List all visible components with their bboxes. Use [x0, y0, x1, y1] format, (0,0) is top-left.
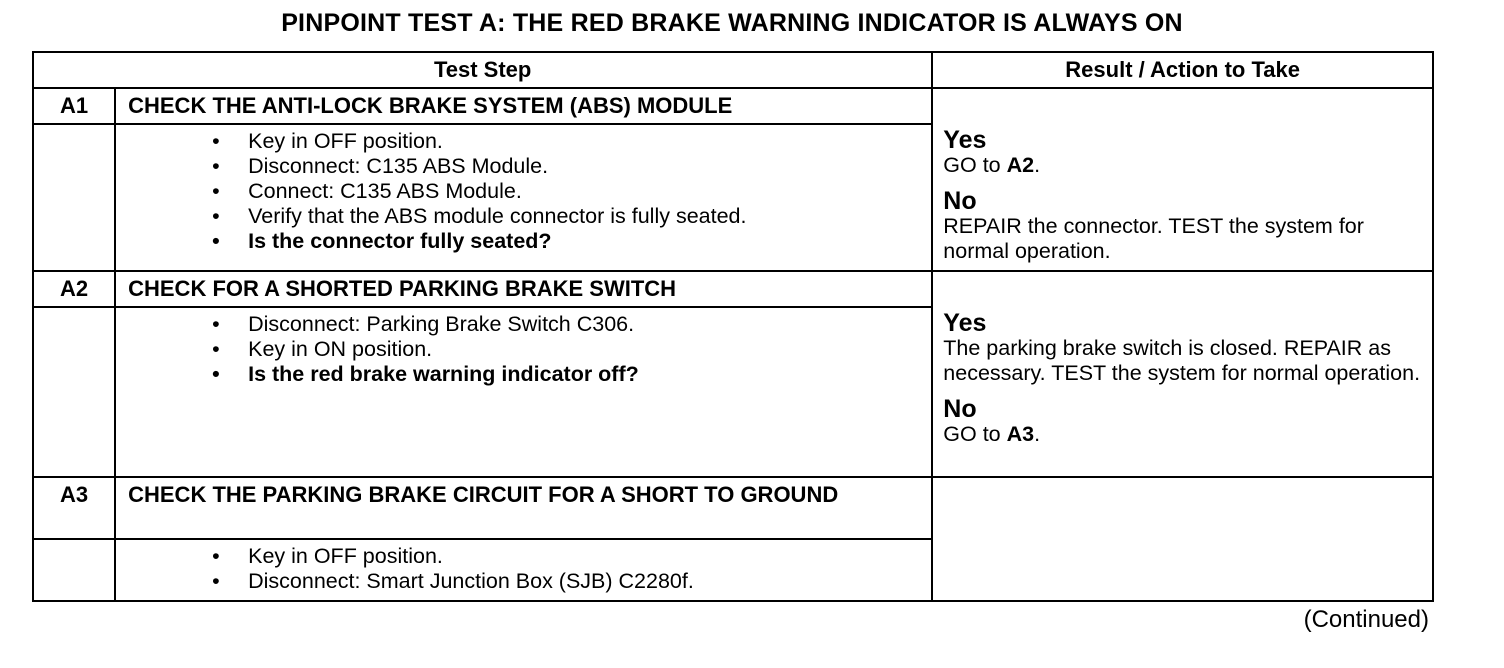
result-yes-text: The parking brake switch is closed. REPAIR as necessary. TEST the system for normal operation. — [943, 336, 1421, 385]
result-no-label: No — [943, 187, 977, 215]
step-id: A1 — [33, 88, 115, 124]
step-id-spacer — [33, 307, 115, 477]
page-title: PINPOINT TEST A: THE RED BRAKE WARNING INDICATOR IS ALWAYS ON — [281, 9, 1183, 37]
step-a1-title-row — [33, 88, 1433, 124]
instruction-item: • Disconnect: C135 ABS Module. — [116, 154, 931, 179]
pinpoint-test-table — [32, 51, 1434, 602]
step-id: A2 — [33, 271, 115, 307]
result-yes-label: Yes — [943, 309, 987, 337]
step-title: CHECK THE PARKING BRAKE CIRCUIT FOR A SHORT TO GROUND — [115, 477, 932, 539]
result-no-text: REPAIR the connector. TEST the system for normal operation. — [943, 214, 1364, 263]
step-reference: A3 — [1006, 422, 1035, 446]
instruction-item: • Disconnect: Smart Junction Box (SJB) C2280f. — [116, 569, 931, 594]
instruction-item: • Verify that the ABS module connector is fully seated. — [116, 204, 931, 229]
step-a1-result — [932, 88, 1433, 271]
result-no-label: No — [943, 395, 977, 423]
step-a3-title-row — [33, 477, 1433, 539]
step-title: CHECK THE ANTI-LOCK BRAKE SYSTEM (ABS) MODULE — [115, 88, 932, 124]
header-test-step: Test Step — [33, 52, 932, 88]
step-id: A3 — [33, 477, 115, 539]
instruction-question: • Is the connector fully seated? — [116, 229, 931, 254]
instruction-item: • Disconnect: Parking Brake Switch C306. — [116, 312, 931, 337]
instruction-item: • Key in ON position. — [116, 337, 931, 362]
step-id-spacer — [33, 539, 115, 601]
step-a2-result — [932, 271, 1433, 477]
step-id-spacer — [33, 124, 115, 271]
instruction-item: • Connect: C135 ABS Module. — [116, 179, 931, 204]
step-instructions — [115, 124, 932, 271]
instruction-question: • Is the red brake warning indicator off? — [116, 362, 931, 387]
step-a2-title-row — [33, 271, 1433, 307]
step-instructions — [115, 307, 932, 477]
step-reference: A2 — [1006, 153, 1035, 177]
result-yes-label: Yes — [943, 126, 987, 154]
instruction-item: • Key in OFF position. — [116, 544, 931, 569]
table-header-row — [33, 52, 1433, 88]
result-yes-text: GO to A2. — [943, 153, 1041, 177]
continued-note: (Continued) — [1303, 606, 1429, 633]
header-result-action: Result / Action to Take — [932, 52, 1433, 88]
step-instructions — [115, 539, 932, 601]
result-no-text: GO to A3. — [943, 422, 1041, 446]
step-a3-result — [932, 477, 1433, 601]
step-title: CHECK FOR A SHORTED PARKING BRAKE SWITCH — [115, 271, 932, 307]
instruction-item: • Key in OFF position. — [116, 129, 931, 154]
